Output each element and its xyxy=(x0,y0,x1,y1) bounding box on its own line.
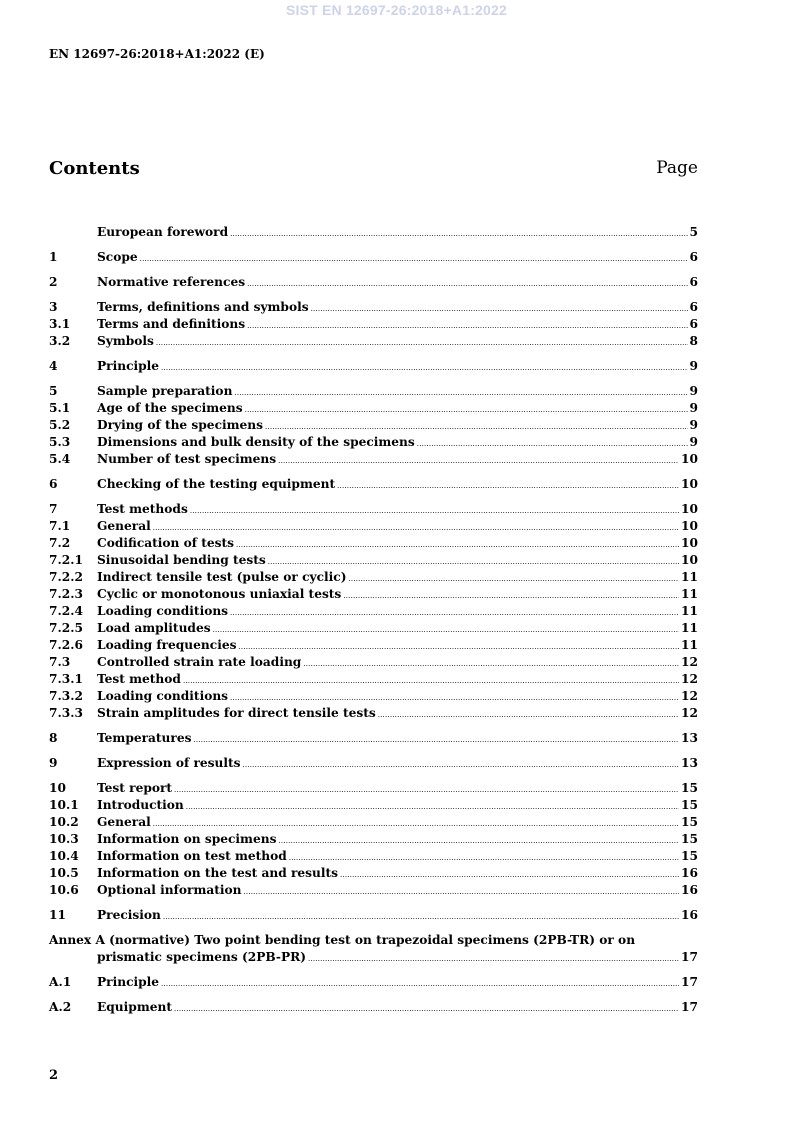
toc-entry-title: Test methods xyxy=(97,502,188,516)
toc-annex-title-line2: prismatic specimens (2PB-PR) xyxy=(97,950,307,964)
toc-entry-page: 15 xyxy=(681,781,698,795)
toc-entry[interactable] xyxy=(49,224,698,241)
toc-entry[interactable] xyxy=(49,586,698,603)
toc-entry-page: 15 xyxy=(681,815,698,829)
toc-entry-page: 12 xyxy=(681,706,698,720)
toc-entry-page: 10 xyxy=(681,536,698,550)
toc-entry-title: Age of the specimens xyxy=(97,401,243,415)
toc-annex-page: 17 xyxy=(681,950,698,964)
toc-entry-page: 11 xyxy=(681,587,698,601)
toc-entry[interactable] xyxy=(49,705,698,722)
toc-entry[interactable] xyxy=(49,552,698,569)
toc-entry-title: Checking of the testing equipment xyxy=(97,477,336,491)
toc-entry-page: 11 xyxy=(681,621,698,635)
toc-entry-number: 6 xyxy=(49,477,58,491)
toc-entry[interactable] xyxy=(49,688,698,705)
toc-entry[interactable] xyxy=(49,451,698,468)
toc-entry-title: Indirect tensile test (pulse or cyclic) xyxy=(97,570,347,584)
toc-leader-dots xyxy=(230,224,687,243)
toc-entry-page: 5 xyxy=(689,225,698,239)
toc-entry[interactable] xyxy=(49,603,698,620)
toc-entry[interactable] xyxy=(49,569,698,586)
toc-leader-dots xyxy=(161,358,687,377)
toc-entry-page: 17 xyxy=(681,1000,698,1014)
toc-entry-page: 16 xyxy=(681,908,698,922)
toc-entry-number: 4 xyxy=(49,359,58,373)
toc-entry-page: 6 xyxy=(689,300,698,314)
toc-entry-title: Expression of results xyxy=(97,756,241,770)
toc-entry-page: 6 xyxy=(689,250,698,264)
toc-entry-title: General xyxy=(97,815,151,829)
toc-entry-page: 15 xyxy=(681,798,698,812)
toc-entry[interactable] xyxy=(49,518,698,535)
toc-entry-title: Normative references xyxy=(97,275,246,289)
toc-entry[interactable] xyxy=(49,848,698,865)
toc-entry-title: Temperatures xyxy=(97,731,192,745)
toc-entry-page: 15 xyxy=(681,832,698,846)
toc-entry-title: Load amplitudes xyxy=(97,621,211,635)
toc-entry-number: 10.3 xyxy=(49,832,79,846)
toc-entry-number: 7.1 xyxy=(49,519,71,533)
toc-entry-number: 7.3 xyxy=(49,655,71,669)
toc-entry-number: 7.2 xyxy=(49,536,71,550)
toc-entry-page: 11 xyxy=(681,638,698,652)
toc-entry-number: 10.5 xyxy=(49,866,79,880)
toc-entry-number: 1 xyxy=(49,250,58,264)
page-number: 2 xyxy=(49,1068,59,1083)
toc-entry[interactable] xyxy=(49,249,698,266)
toc-entry-number: 7.2.4 xyxy=(49,604,83,618)
toc-entry-page: 11 xyxy=(681,604,698,618)
toc-leader-dots xyxy=(193,730,679,749)
toc-leader-dots xyxy=(308,949,679,968)
toc-entry-number: 10.6 xyxy=(49,883,79,897)
toc-entry-page: 6 xyxy=(689,275,698,289)
toc-entry-page: 10 xyxy=(681,553,698,567)
toc-entry-title: General xyxy=(97,519,151,533)
toc-entry-number: 5.4 xyxy=(49,452,71,466)
toc-entry-number: A.1 xyxy=(49,975,72,989)
toc-entry-title: Sample preparation xyxy=(97,384,233,398)
toc-entry-page: 9 xyxy=(689,435,698,449)
toc-entry[interactable] xyxy=(49,999,698,1016)
toc-entry-page: 8 xyxy=(689,334,698,348)
toc-leader-dots xyxy=(163,907,679,926)
toc-entry[interactable] xyxy=(49,316,698,333)
toc-entry-page: 11 xyxy=(681,570,698,584)
toc-leader-dots xyxy=(156,333,688,352)
toc-leader-dots xyxy=(378,705,679,724)
toc-entry-page: 9 xyxy=(689,384,698,398)
toc-entry-number: 5 xyxy=(49,384,58,398)
toc-entry[interactable] xyxy=(49,400,698,417)
toc-entry-title: Loading frequencies xyxy=(97,638,237,652)
toc-entry-title: Terms, definitions and symbols xyxy=(97,300,309,314)
toc-entry-title: Strain amplitudes for direct tensile tests xyxy=(97,706,376,720)
toc-entry-title: Dimensions and bulk density of the specimens xyxy=(97,435,415,449)
toc-entry[interactable] xyxy=(49,637,698,654)
toc-entry-number: 7.3.2 xyxy=(49,689,83,703)
toc-leader-dots xyxy=(243,882,679,901)
toc-entry[interactable] xyxy=(49,434,698,451)
toc-entry[interactable] xyxy=(49,383,698,400)
toc-entry-title: Precision xyxy=(97,908,161,922)
toc-entry-page: 16 xyxy=(681,883,698,897)
toc-entry-page: 6 xyxy=(689,317,698,331)
toc-entry[interactable] xyxy=(49,974,698,991)
toc-entry-number: 7.3.1 xyxy=(49,672,83,686)
toc-entry-title: Cyclic or monotonous uniaxial tests xyxy=(97,587,342,601)
toc-main-entries xyxy=(49,224,698,924)
toc-entry-number: A.2 xyxy=(49,1000,72,1014)
toc-leader-dots xyxy=(278,451,679,470)
watermark: SIST EN 12697-26:2018+A1:2022 xyxy=(286,2,507,18)
document-id: EN 12697-26:2018+A1:2022 (E) xyxy=(49,47,265,61)
toc-entry[interactable] xyxy=(49,620,698,637)
toc-entry-number: 10.1 xyxy=(49,798,79,812)
toc-entry-title: Information on test method xyxy=(97,849,287,863)
toc-entry-page: 16 xyxy=(681,866,698,880)
toc-entry-title: Loading conditions xyxy=(97,604,229,618)
toc-leader-dots xyxy=(337,476,679,495)
toc-entry-page: 10 xyxy=(681,502,698,516)
toc-entry-number: 7.2.5 xyxy=(49,621,83,635)
toc-entry-title: Equipment xyxy=(97,1000,172,1014)
toc-entry-title: Loading conditions xyxy=(97,689,229,703)
toc-entry[interactable] xyxy=(49,730,698,747)
toc-entry[interactable] xyxy=(49,780,698,797)
toc-entry-number: 7.2.2 xyxy=(49,570,83,584)
toc-entry[interactable] xyxy=(49,299,698,316)
toc-entry[interactable] xyxy=(49,797,698,814)
toc-entry-number: 5.1 xyxy=(49,401,71,415)
toc-entry-number: 10 xyxy=(49,781,66,795)
toc-entry-title: Test method xyxy=(97,672,181,686)
toc-entry-number: 3.2 xyxy=(49,334,71,348)
toc-entry-title: Information on specimens xyxy=(97,832,277,846)
table-of-contents xyxy=(49,224,698,1016)
toc-entry-number: 7.3.3 xyxy=(49,706,83,720)
toc-leader-dots xyxy=(161,974,679,993)
toc-entry-title: Introduction xyxy=(97,798,184,812)
toc-entry-title: Information on the test and results xyxy=(97,866,339,880)
toc-entry-title: Scope xyxy=(97,250,138,264)
toc-entry-number: 7.2.6 xyxy=(49,638,83,652)
toc-entry-page: 9 xyxy=(689,359,698,373)
contents-heading: Contents xyxy=(49,158,140,179)
toc-leader-dots xyxy=(242,755,679,774)
toc-entry-number: 2 xyxy=(49,275,58,289)
toc-entry[interactable] xyxy=(49,417,698,434)
toc-entry-page: 10 xyxy=(681,477,698,491)
toc-entry[interactable] xyxy=(49,476,698,493)
page-column-label: Page xyxy=(656,158,698,178)
toc-entry-number: 11 xyxy=(49,908,66,922)
toc-entry-title: Controlled strain rate loading xyxy=(97,655,302,669)
toc-annex-subentries xyxy=(49,974,698,1016)
toc-leader-dots xyxy=(174,999,679,1018)
toc-entry[interactable] xyxy=(49,755,698,772)
toc-entry-title: Test report xyxy=(97,781,173,795)
toc-entry-title: Symbols xyxy=(97,334,154,348)
toc-entry-number: 3 xyxy=(49,300,58,314)
toc-entry-number: 5.2 xyxy=(49,418,71,432)
toc-entry[interactable] xyxy=(49,358,698,375)
toc-entry[interactable] xyxy=(49,654,698,671)
toc-entry-page: 13 xyxy=(681,756,698,770)
toc-entry[interactable] xyxy=(49,831,698,848)
toc-entry[interactable] xyxy=(49,501,698,518)
toc-entry[interactable] xyxy=(49,814,698,831)
toc-entry-page: 17 xyxy=(681,975,698,989)
toc-entry-title: European foreword xyxy=(97,225,229,239)
toc-leader-dots xyxy=(140,249,688,268)
toc-entry[interactable] xyxy=(49,333,698,350)
toc-entry-page: 9 xyxy=(689,401,698,415)
toc-entry-number: 7 xyxy=(49,502,58,516)
toc-entry-page: 12 xyxy=(681,655,698,669)
toc-entry-number: 10.2 xyxy=(49,815,79,829)
toc-entry-page: 15 xyxy=(681,849,698,863)
toc-entry-page: 13 xyxy=(681,731,698,745)
toc-entry-title: Drying of the specimens xyxy=(97,418,263,432)
toc-entry[interactable] xyxy=(49,274,698,291)
toc-entry[interactable] xyxy=(49,865,698,882)
toc-entry-title: Number of test specimens xyxy=(97,452,277,466)
toc-entry-number: 7.2.3 xyxy=(49,587,83,601)
toc-entry-page: 10 xyxy=(681,519,698,533)
toc-entry[interactable] xyxy=(49,535,698,552)
toc-entry-title: Sinusoidal bending tests xyxy=(97,553,266,567)
toc-entry-title: Principle xyxy=(97,359,160,373)
toc-entry-title: Codification of tests xyxy=(97,536,235,550)
toc-entry-page: 12 xyxy=(681,672,698,686)
toc-leader-dots xyxy=(247,274,687,293)
toc-entry-number: 8 xyxy=(49,731,58,745)
toc-entry[interactable] xyxy=(49,671,698,688)
toc-entry-page: 12 xyxy=(681,689,698,703)
toc-entry-number: 9 xyxy=(49,756,58,770)
toc-annex-title-line1: Annex A (normative) Two point bending test on trapezoidal specimens (2PB-TR) or on xyxy=(49,933,636,947)
toc-entry-title: Terms and definitions xyxy=(97,317,246,331)
toc-entry[interactable] xyxy=(49,907,698,924)
toc-entry-page: 10 xyxy=(681,452,698,466)
toc-entry-title: Principle xyxy=(97,975,160,989)
toc-entry-number: 10.4 xyxy=(49,849,79,863)
toc-entry-title: Optional information xyxy=(97,883,242,897)
toc-entry[interactable] xyxy=(49,882,698,899)
toc-entry-page: 9 xyxy=(689,418,698,432)
toc-entry-number: 7.2.1 xyxy=(49,553,83,567)
toc-entry-number: 3.1 xyxy=(49,317,71,331)
toc-entry-number: 5.3 xyxy=(49,435,71,449)
toc-annex-entry[interactable] xyxy=(49,932,698,966)
